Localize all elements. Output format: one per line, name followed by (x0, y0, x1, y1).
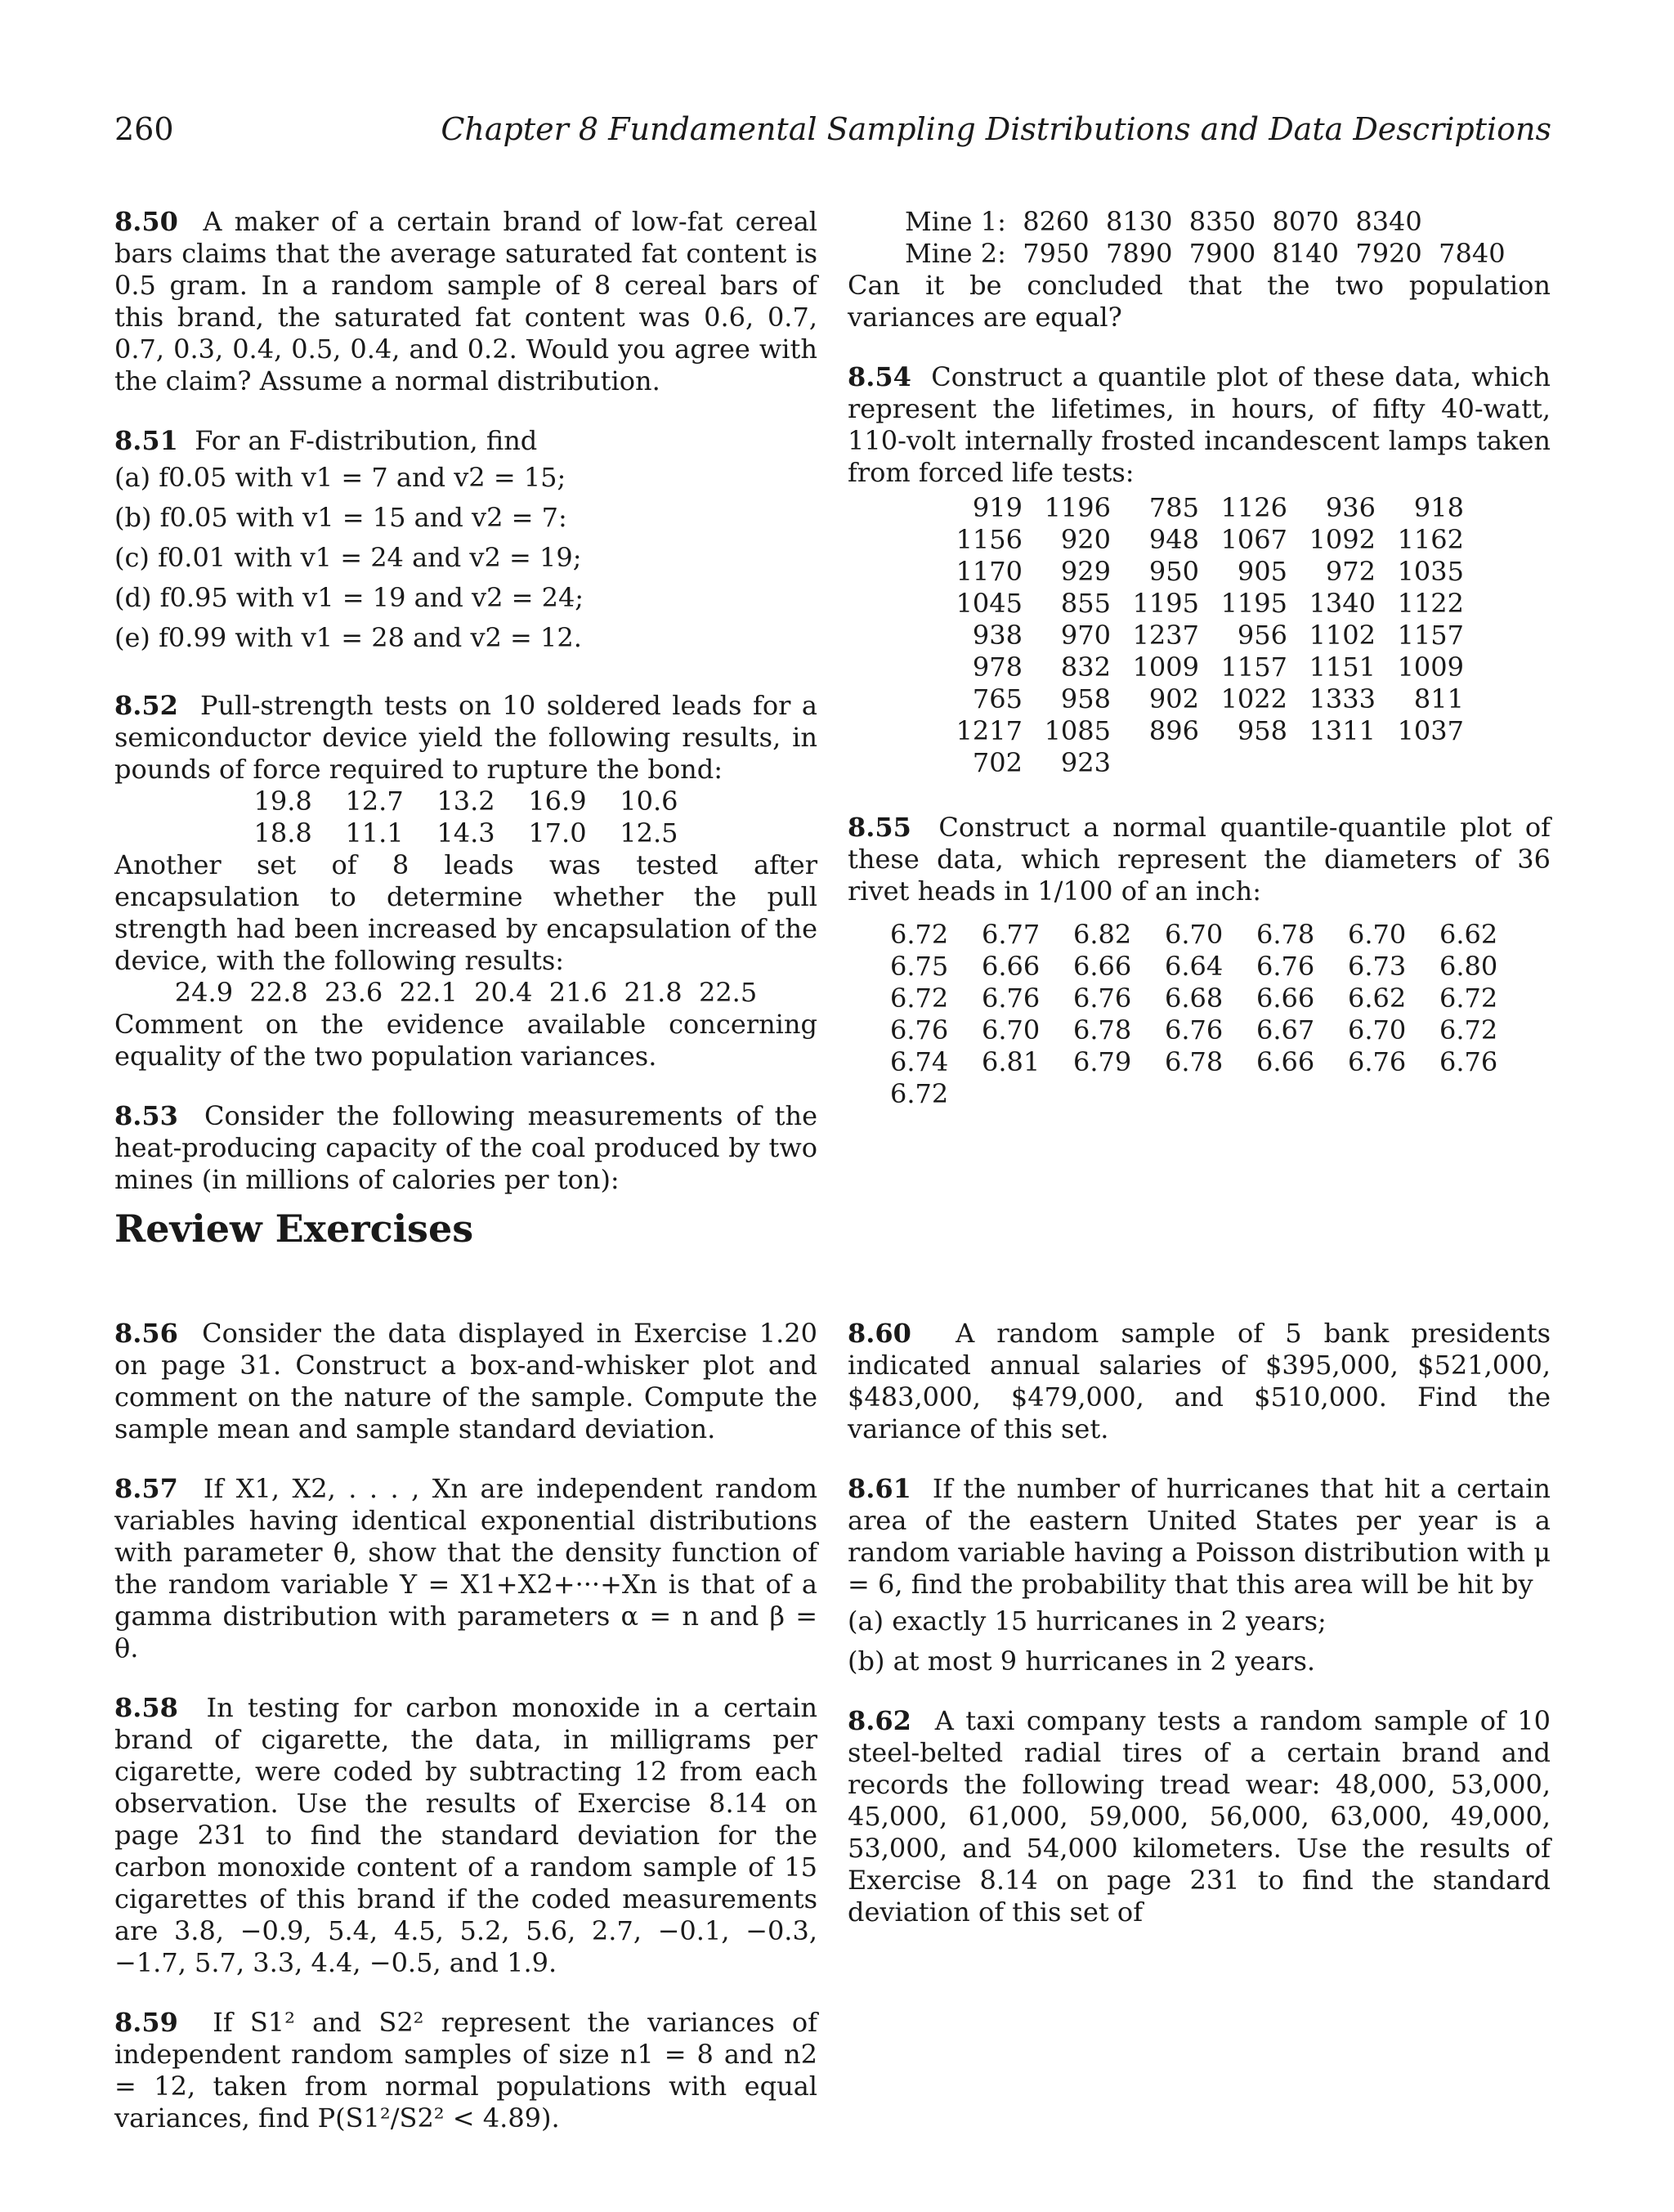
table-cell: 1333 (1309, 683, 1376, 714)
data-row: 18.8 11.1 14.3 17.0 12.5 (253, 817, 678, 849)
table-row (934, 524, 1464, 556)
exercise-number: 8.58 (114, 1692, 178, 1723)
table-cell: 1092 (1309, 524, 1376, 555)
table-cell (1165, 1078, 1256, 1110)
table-cell: 1157 (1220, 652, 1287, 683)
exercise-text: Comment on the evidence available concerning equality of the two population variances. (114, 1009, 817, 1072)
table-cell: 6.76 (1348, 1046, 1407, 1077)
exercise-number: 8.57 (114, 1473, 178, 1504)
table-cell (1256, 1078, 1348, 1110)
table-cell: 6.72 (890, 1078, 949, 1109)
exercise-8-53 (114, 1100, 817, 1196)
list-item: (a) exactly 15 hurricanes in 2 years; (848, 1605, 1327, 1637)
table-cell: 6.64 (1165, 951, 1224, 982)
table-cell: 1022 (1220, 683, 1287, 714)
table-cell: 1122 (1397, 588, 1464, 619)
table-cell: 1217 (956, 715, 1023, 746)
table-row (934, 652, 1464, 683)
table-cell: 938 (972, 620, 1023, 651)
table-cell: 902 (1148, 683, 1199, 714)
exercise-text: A taxi company tests a random sample of 10 steel-belted radial tires of a certain brand and records the following tread wear: 48,000, 53,000, 45,000, 61,000, 59,000, 56,000, 63,000, 49,000, 53,000, and 54,000 kilometers. Use the results of Exercise 8.14 on page 231 to find the standard deviation of this set of (848, 1705, 1551, 1928)
table-cell: 919 (972, 492, 1023, 523)
exercise-number: 8.59 (114, 2007, 178, 2038)
bottom-left-column (114, 1318, 817, 2162)
table-cell: 1151 (1309, 652, 1376, 683)
exercise-number: 8.53 (114, 1100, 178, 1131)
table-cell: 972 (1325, 556, 1376, 587)
exercise-8-55 (848, 812, 1551, 1110)
exercise-8-50 (114, 206, 817, 397)
table-cell: 6.72 (890, 919, 949, 950)
table-cell (1111, 747, 1199, 779)
table-cell: 6.68 (1165, 983, 1224, 1014)
table-cell: 1195 (1220, 588, 1287, 619)
exercise-number: 8.62 (848, 1705, 911, 1736)
exercise-number: 8.50 (114, 206, 178, 237)
table-cell: 6.76 (1439, 1046, 1498, 1077)
table-cell: 1311 (1309, 715, 1376, 746)
table-cell: 1045 (956, 588, 1023, 619)
table-cell (1439, 1078, 1531, 1110)
table-cell: 1340 (1309, 588, 1376, 619)
table-cell: 6.80 (1439, 951, 1498, 982)
table-cell: 6.76 (1256, 951, 1315, 982)
exercise-text: If S1² and S2² represent the variances of independent random samples of size n1 = 8 and n2 = 12, taken from normal populations with equal variances, find P(S1²/S2² < 4.89). (114, 2007, 818, 2134)
exercise-text: For an F-distribution, find (195, 425, 538, 456)
table-cell: 6.74 (890, 1046, 949, 1077)
table-row (934, 556, 1464, 588)
table-cell: 6.79 (1073, 1046, 1132, 1077)
data-row: Mine 1: 8260 8130 8350 8070 8340 (905, 206, 1422, 237)
exercise-number: 8.61 (848, 1473, 911, 1504)
table-cell: 6.77 (982, 919, 1041, 950)
table-cell: 6.70 (1348, 1014, 1407, 1046)
table-cell (982, 1078, 1073, 1110)
table-cell: 958 (1060, 683, 1111, 714)
exercise-8-58 (114, 1692, 817, 1979)
table-cell: 1162 (1397, 524, 1464, 555)
exercise-text: Consider the following measurements of the heat-producing capacity of the coal produced by two mines (in millions of calories per ton): (114, 1100, 818, 1195)
table-cell: 6.62 (1439, 919, 1498, 950)
exercise-text: Consider the data displayed in Exercise 1.20 on page 31. Construct a box-and-whisker plot and comment on the nature of the sample. Compute the sample mean and sample standard deviation. (114, 1318, 818, 1444)
top-right-column (848, 206, 1551, 1138)
table-cell: 6.70 (982, 1014, 1041, 1046)
exercise-text: If X1, X2, . . . , Xn are independent random variables having identical exponential distributions with parameter θ, show that the density function of the random variable Y = X1+X2+···+Xn is that of a gamma distribution with parameters α = n and β = θ. (114, 1473, 818, 1663)
table-cell: 6.70 (1348, 919, 1407, 950)
table-row (890, 919, 1531, 951)
table-cell: 1156 (956, 524, 1023, 555)
exercise-text: A maker of a certain brand of low-fat cereal bars claims that the average saturated fat content is 0.5 gram. In a random sample of 8 cereal bars of this brand, the saturated fat content was 0.6, 0.7, 0.7, 0.3, 0.4, 0.5, 0.4, and 0.2. Would you agree with the claim? Assume a normal distribution. (114, 206, 818, 396)
table-cell: 1157 (1397, 620, 1464, 651)
table-cell: 936 (1325, 492, 1376, 523)
table-cell: 855 (1060, 588, 1111, 619)
table-cell: 6.72 (1439, 983, 1498, 1014)
table-row (890, 951, 1531, 983)
table-cell: 6.73 (1348, 951, 1407, 982)
exercise-8-51 (114, 425, 817, 654)
exercise-text: Can it be concluded that the two population variances are equal? (848, 270, 1551, 333)
table-cell: 785 (1148, 492, 1199, 523)
table-row (890, 1014, 1531, 1046)
table-cell: 1237 (1132, 620, 1199, 651)
exercise-text: In testing for carbon monoxide in a certain brand of cigarette, the data, in milligrams per cigarette, were coded by subtracting 12 from each observation. Use the results of Exercise 8.14 on page 231 to find the standard deviation for the carbon monoxide content of a random sample of 15 cigarettes of this brand if the coded measurements are 3.8, −0.9, 5.4, 4.5, 5.2, 5.6, 2.7, −0.1, −0.3, −1.7, 5.7, 3.3, 4.4, −0.5, and 1.9. (114, 1692, 818, 1978)
table-row (934, 747, 1464, 779)
table-cell: 6.81 (982, 1046, 1041, 1077)
exercise-8-56 (114, 1318, 817, 1445)
table-row (934, 683, 1464, 715)
table-cell (1199, 747, 1287, 779)
table-cell: 6.78 (1165, 1046, 1224, 1077)
table-cell: 923 (1060, 747, 1111, 778)
page-number: 260 (114, 111, 174, 147)
exercise-8-57 (114, 1473, 817, 1664)
table-cell: 6.66 (1256, 1046, 1315, 1077)
table-cell: 6.82 (1073, 919, 1132, 950)
table-cell: 920 (1060, 524, 1111, 555)
table-cell (1348, 1078, 1439, 1110)
exercise-8-59 (114, 2007, 817, 2134)
table-cell: 905 (1237, 556, 1287, 587)
table-cell: 6.67 (1256, 1014, 1315, 1046)
table-cell: 1085 (1044, 715, 1111, 746)
table-cell: 6.76 (982, 983, 1041, 1014)
exercise-8-62 (848, 1705, 1551, 1928)
data-table (890, 919, 1531, 1110)
data-row: Mine 2: 7950 7890 7900 8140 7920 7840 (905, 238, 1506, 269)
table-cell: 832 (1060, 652, 1111, 683)
exercise-number: 8.60 (848, 1318, 911, 1349)
list-item: (c) f0.01 with v1 = 24 and v2 = 19; (114, 542, 582, 573)
table-row (934, 620, 1464, 652)
list-item: (b) at most 9 hurricanes in 2 years. (848, 1646, 1316, 1677)
list-item: (d) f0.95 with v1 = 19 and v2 = 24; (114, 582, 584, 613)
section-title: Review Exercises (114, 1207, 474, 1251)
table-cell: 6.66 (1073, 951, 1132, 982)
exercise-number: 8.56 (114, 1318, 178, 1349)
exercise-number: 8.54 (848, 361, 911, 392)
table-cell: 702 (972, 747, 1023, 778)
table-cell: 950 (1148, 556, 1199, 587)
table-cell: 956 (1237, 620, 1287, 651)
table-cell: 6.72 (890, 983, 949, 1014)
table-cell: 6.78 (1073, 1014, 1132, 1046)
exercise-text: If the number of hurricanes that hit a certain area of the eastern United States per year is a random variable having a Poisson distribution with μ = 6, find the probability that this area will be hit by (848, 1473, 1551, 1600)
table-cell: 1102 (1309, 620, 1376, 651)
exercise-8-52 (114, 690, 817, 1072)
table-cell: 6.66 (1256, 983, 1315, 1014)
list-item: (b) f0.05 with v1 = 15 and v2 = 7: (114, 502, 567, 533)
table-cell: 6.70 (1165, 919, 1224, 950)
table-cell (1287, 747, 1376, 779)
table-row (934, 492, 1464, 524)
data-row: 19.8 12.7 13.2 16.9 10.6 (253, 786, 678, 817)
table-cell: 1009 (1132, 652, 1199, 683)
table-cell: 6.76 (1165, 1014, 1224, 1046)
data-table (934, 492, 1464, 779)
table-cell: 811 (1413, 683, 1464, 714)
table-cell: 765 (972, 683, 1023, 714)
table-cell: 1035 (1397, 556, 1464, 587)
exercise-8-61 (848, 1473, 1551, 1677)
table-row (890, 1046, 1531, 1078)
list-item: (e) f0.99 with v1 = 28 and v2 = 12. (114, 622, 582, 653)
table-cell: 1037 (1397, 715, 1464, 746)
table-cell: 6.72 (1439, 1014, 1498, 1046)
list-item: (a) f0.05 with v1 = 7 and v2 = 15; (114, 462, 566, 493)
exercise-8-53-continued (848, 206, 1551, 334)
table-cell: 896 (1148, 715, 1199, 746)
table-cell: 929 (1060, 556, 1111, 587)
table-cell: 1170 (956, 556, 1023, 587)
table-cell: 958 (1237, 715, 1287, 746)
exercise-text: Construct a quantile plot of these data, which represent the lifetimes, in hours, of fifty 40-watt, 110-volt internally frosted incandescent lamps taken from forced life tests: (848, 361, 1551, 488)
table-cell: 1126 (1220, 492, 1287, 523)
exercise-number: 8.52 (114, 690, 178, 721)
table-row (890, 983, 1531, 1014)
exercise-number: 8.51 (114, 425, 178, 456)
data-row: 24.9 22.8 23.6 22.1 20.4 21.6 21.8 22.5 (174, 977, 758, 1008)
table-cell: 6.76 (890, 1014, 949, 1046)
table-cell: 1067 (1220, 524, 1287, 555)
exercise-items (114, 462, 817, 654)
bottom-right-column (848, 1318, 1551, 1956)
table-cell: 6.78 (1256, 919, 1315, 950)
table-row (890, 1078, 1531, 1110)
table-cell: 918 (1413, 492, 1464, 523)
exercise-items (848, 1605, 1551, 1677)
exercise-8-60 (848, 1318, 1551, 1445)
table-cell: 6.75 (890, 951, 949, 982)
top-left-column (114, 206, 817, 1224)
running-head (114, 111, 1551, 152)
exercise-8-54 (848, 361, 1551, 779)
table-cell (1376, 747, 1464, 779)
table-row (934, 715, 1464, 747)
exercise-text: A random sample of 5 bank presidents indicated annual salaries of $395,000, $521,000, $483,000, $479,000, and $510,000. Find the variance of this set. (848, 1318, 1551, 1444)
table-cell: 978 (972, 652, 1023, 683)
table-cell: 6.62 (1348, 983, 1407, 1014)
table-cell: 970 (1060, 620, 1111, 651)
table-cell: 6.76 (1073, 983, 1132, 1014)
exercise-number: 8.55 (848, 812, 911, 843)
table-cell: 1009 (1397, 652, 1464, 683)
table-cell: 6.66 (982, 951, 1041, 982)
exercise-text: Construct a normal quantile-quantile plot of these data, which represent the diameters of 36 rivet heads in 1/100 of an inch: (848, 812, 1551, 907)
table-row (934, 588, 1464, 620)
table-cell: 1195 (1132, 588, 1199, 619)
table-cell: 948 (1148, 524, 1199, 555)
exercise-text: Pull-strength tests on 10 soldered leads for a semiconductor device yield the following results, in pounds of force required to rupture the bond: (114, 690, 818, 785)
exercise-text: Another set of 8 leads was tested after encapsulation to determine whether the pull strength had been increased by encapsulation of the device, with the following results: (114, 849, 817, 976)
table-cell (1073, 1078, 1165, 1110)
chapter-title: Chapter 8 Fundamental Sampling Distributions and Data Descriptions (441, 111, 1551, 147)
table-cell: 1196 (1044, 492, 1111, 523)
